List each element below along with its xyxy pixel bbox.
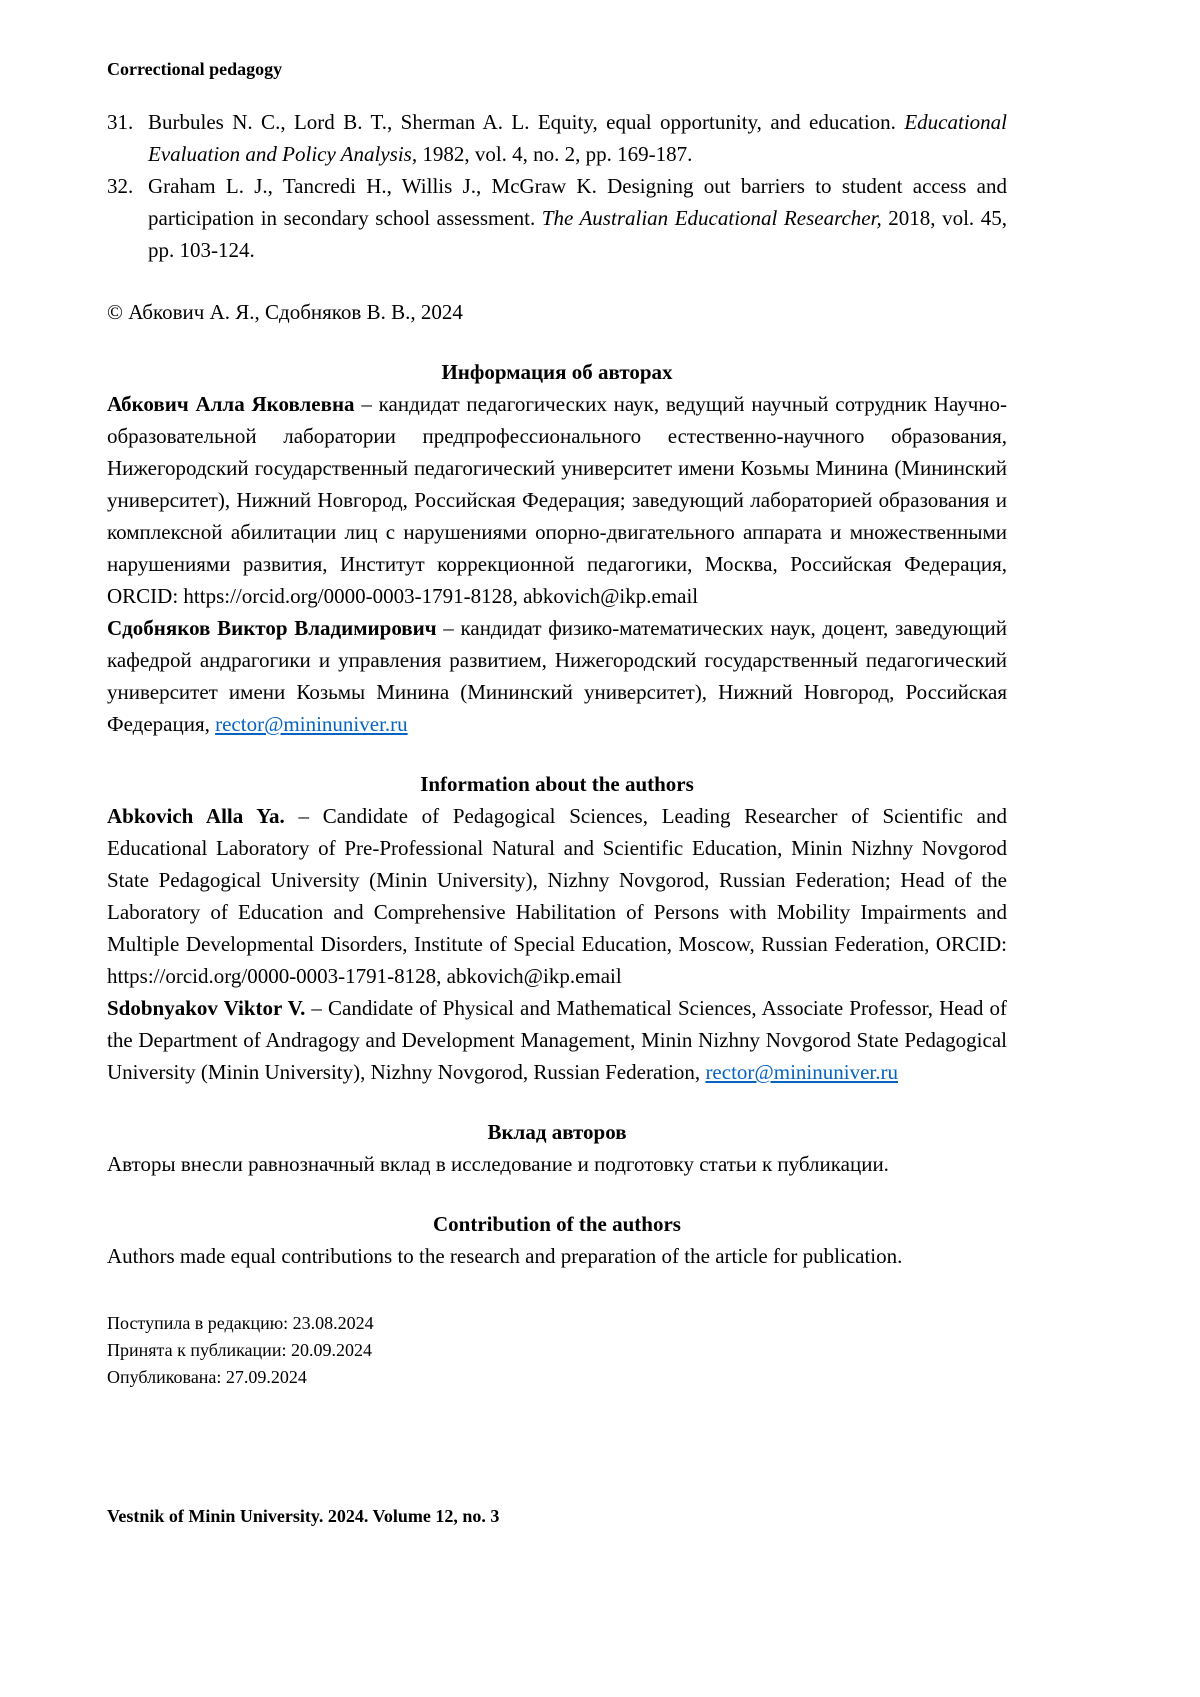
reference-source-italic: Educational Evaluation and Policy Analysis,: [148, 110, 1007, 166]
reference-text: Graham L. J., Tancredi H., Willis J., McGraw K. Designing out barriers to student access and participation in secondary school assessment.: [148, 174, 1007, 230]
reference-text: Burbules N. C., Lord B. T., Sherman A. L. Equity, equal opportunity, and education.: [148, 110, 905, 134]
running-head: Correctional pedagogy: [107, 59, 283, 79]
copyright-line: © Абкович А. Я., Сдобняков В. В., 2024: [107, 300, 463, 324]
reference-tail: 2018, vol. 45, pp. 103-124.: [148, 206, 1007, 262]
author-name: Sdobnyakov Viktor V.: [107, 996, 306, 1020]
date-received: Поступила в редакцию: 23.08.2024: [107, 1313, 374, 1333]
email-link[interactable]: rector@mininuniver.ru: [215, 712, 408, 736]
author-paragraph-abkovich-en: [107, 800, 1007, 992]
contribution-text-ru: Авторы внесли равнозначный вклад в исследование и подготовку статьи к публикации.: [107, 1152, 889, 1176]
author-name: Абкович Алла Яковлевна: [107, 392, 355, 416]
section-heading-authors-en: Information about the authors: [420, 772, 694, 796]
author-bio: – кандидат физико-математических наук, доцент, заведующий кафедрой андрагогики и управления развитием, Нижегородский государственный педагогический университет имени Козьмы Минина (Мининский университет), Нижний Новгород, Российская Федерация,: [107, 616, 1007, 736]
page-footer: Vestnik of Minin University. 2024. Volume 12, no. 3: [107, 1506, 500, 1526]
section-heading-contribution-ru: Вклад авторов: [487, 1120, 627, 1144]
section-heading-authors-ru: Информация об авторах: [441, 360, 673, 384]
reference-number: 31.: [107, 110, 134, 134]
author-name: Сдобняков Виктор Владимирович: [107, 616, 437, 640]
author-paragraph-abkovich-ru: [107, 388, 1007, 612]
article-dates-block: [107, 1310, 1007, 1391]
reference-list: [107, 106, 1007, 266]
date-published: Опубликована: 27.09.2024: [107, 1367, 307, 1387]
reference-source-italic: The Australian Educational Researcher,: [541, 206, 889, 230]
author-bio: – Candidate of Physical and Mathematical Sciences, Associate Professor, Head of the Department of Andragogy and Development Management, Minin Nizhny Novgorod State Pedagogical University (Minin University), Nizhny Novgorod, Russian Federation,: [107, 996, 1007, 1084]
email-link[interactable]: rector@mininuniver.ru: [705, 1060, 898, 1084]
reference-item-32: [107, 170, 1007, 266]
date-accepted: Принята к публикации: 20.09.2024: [107, 1340, 372, 1360]
author-paragraph-sdobnyakov-en: [107, 992, 1007, 1088]
author-bio: – Candidate of Pedagogical Sciences, Leading Researcher of Scientific and Educational Laboratory of Pre-Professional Natural and Scientific Education, Minin Nizhny Novgorod State Pedagogical University (Minin University), Nizhny Novgorod, Russian Federation; Head of the Laboratory of Education and Comprehensive Habilitation of Persons with Mobility Impairments and Multiple Developmental Disorders, Institute of Special Education, Moscow, Russian Federation, ORCID: https://orcid.org/0000-0003-1791-8128, abkovich@ikp.email: [107, 804, 1007, 988]
reference-tail: 1982, vol. 4, no. 2, pp. 169-187.: [422, 142, 693, 166]
contribution-text-en: Authors made equal contributions to the research and preparation of the article for publication.: [107, 1244, 903, 1268]
author-paragraph-sdobnyakov-ru: [107, 612, 1007, 740]
reference-number: 32.: [107, 174, 134, 198]
author-name: Abkovich Alla Ya.: [107, 804, 285, 828]
section-heading-contribution-en: Contribution of the authors: [433, 1212, 681, 1236]
reference-item-31: [107, 106, 1007, 170]
author-bio: – кандидат педагогических наук, ведущий научный сотрудник Научно-образовательной лаборатории предпрофессионального естественно-научного образования, Нижегородский государственный педагогический университет имени Козьмы Минина (Мининский университет), Нижний Новгород, Российская Федерация; заведующий лабораторией образования и комплексной абилитации лиц с нарушениями опорно-двигательного аппарата и множественными нарушениями развития, Институт коррекционной педагогики, Москва, Российская Федерация, ORCID: https://orcid.org/0000-0003-1791-8128, abkovich@ikp.email: [107, 392, 1007, 608]
